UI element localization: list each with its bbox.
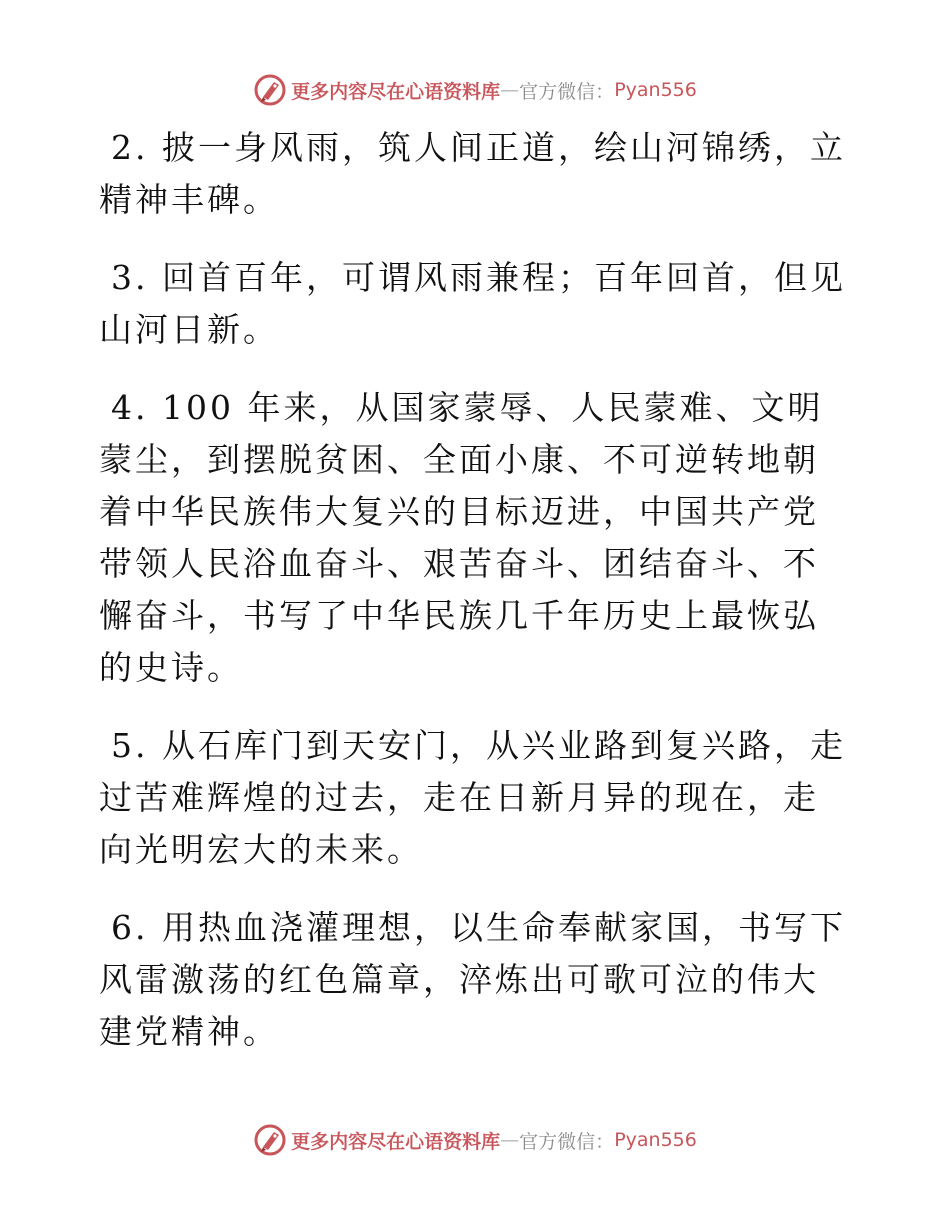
watermark-wechat-id: Pyan556 <box>614 79 697 101</box>
pen-nib-logo-icon <box>253 73 287 107</box>
paragraph-5: 5. 从石库门到天安门，从兴业路到复兴路，走过苦难辉煌的过去，走在日新月异的现在，走向光明宏大的未来。 <box>99 726 846 869</box>
watermark-brand-text: 更多内容尽在心语资料库 <box>291 1130 501 1153</box>
paragraph-6: 6. 用热血浇灌理想，以生命奉献家国，书写下风雷激荡的红色篇章，淬炼出可歌可泣的伟大建党精神。 <box>99 908 846 1051</box>
watermark-separator: — <box>500 79 520 101</box>
watermark-label: 官方微信： <box>519 80 615 103</box>
pen-nib-logo-icon <box>253 1123 287 1157</box>
header-watermark-banner <box>0 70 950 110</box>
watermark-brand-text: 更多内容尽在心语资料库 <box>291 80 501 103</box>
watermark-separator: — <box>500 1129 520 1151</box>
paragraph-2: 2. 披一身风雨，筑人间正道，绘山河锦绣，立精神丰碑。 <box>99 128 846 219</box>
watermark-label: 官方微信： <box>519 1130 615 1153</box>
watermark-banner-content <box>253 73 697 107</box>
footer-watermark-banner <box>0 1120 950 1160</box>
watermark-wechat-id: Pyan556 <box>614 1129 697 1151</box>
watermark-banner-content <box>253 1123 697 1157</box>
paragraph-3: 3. 回首百年，可谓风雨兼程；百年回首，但见山河日新。 <box>99 258 846 349</box>
document-body <box>99 122 851 1084</box>
paragraph-4: 4. 100 年来，从国家蒙辱、人民蒙难、文明蒙尘，到摆脱贫困、全面小康、不可逆转地朝着中华民族伟大复兴的目标迈进，中国共产党带领人民浴血奋斗、艰苦奋斗、团结奋斗、不懈奋斗，书写了中华民族几千年历史上最恢弘的史诗。 <box>99 388 824 687</box>
